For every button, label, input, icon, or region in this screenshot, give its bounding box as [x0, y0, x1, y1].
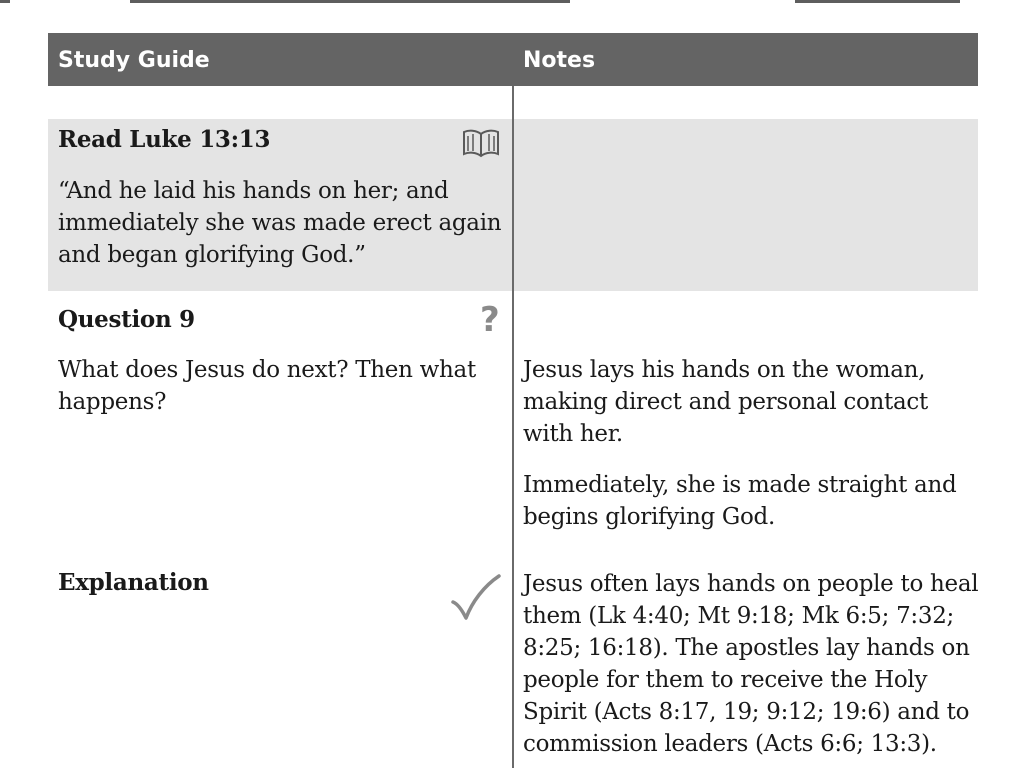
question-text-line: What does Jesus do next? Then what [58, 357, 476, 383]
explanation-line: Jesus often lays hands on people to heal [523, 571, 979, 597]
checkmark-icon [450, 572, 502, 624]
question-text-line: happens? [58, 389, 167, 415]
read-title: Read Luke 13:13 [58, 126, 271, 153]
read-quote-line: “And he laid his hands on her; and [58, 178, 449, 204]
top-rule-segment [0, 0, 10, 3]
explanation-line: people for them to receive the Holy [523, 667, 928, 693]
explanation-title: Explanation [58, 569, 209, 596]
top-rule [0, 0, 1024, 4]
table-header [48, 33, 978, 86]
top-rule-segment [130, 0, 570, 3]
question-title: Question 9 [58, 306, 195, 333]
answer-line: with her. [523, 421, 623, 447]
answer-line: Immediately, she is made straight and [523, 472, 957, 498]
explanation-line: them (Lk 4:40; Mt 9:18; Mk 6:5; 7:32; [523, 603, 954, 629]
top-rule-segment [795, 0, 960, 3]
header-notes: Notes [523, 48, 596, 73]
answer-line: making direct and personal contact [523, 389, 928, 415]
question-mark-icon: ? [480, 300, 500, 340]
explanation-line: 8:25; 16:18). The apostles lay hands on [523, 635, 970, 661]
explanation-line: commission leaders (Acts 6:6; 13:3). [523, 731, 937, 757]
answer-line: Jesus lays his hands on the woman, [523, 357, 926, 383]
open-book-icon [462, 128, 500, 158]
column-divider [512, 86, 514, 768]
answer-line: begins glorifying God. [523, 504, 775, 530]
read-quote-line: and began glorifying God.” [58, 242, 366, 268]
explanation-line: Spirit (Acts 8:17, 19; 9:12; 19:6) and to [523, 699, 970, 725]
header-study-guide: Study Guide [58, 48, 210, 73]
read-quote-line: immediately she was made erect again [58, 210, 502, 236]
